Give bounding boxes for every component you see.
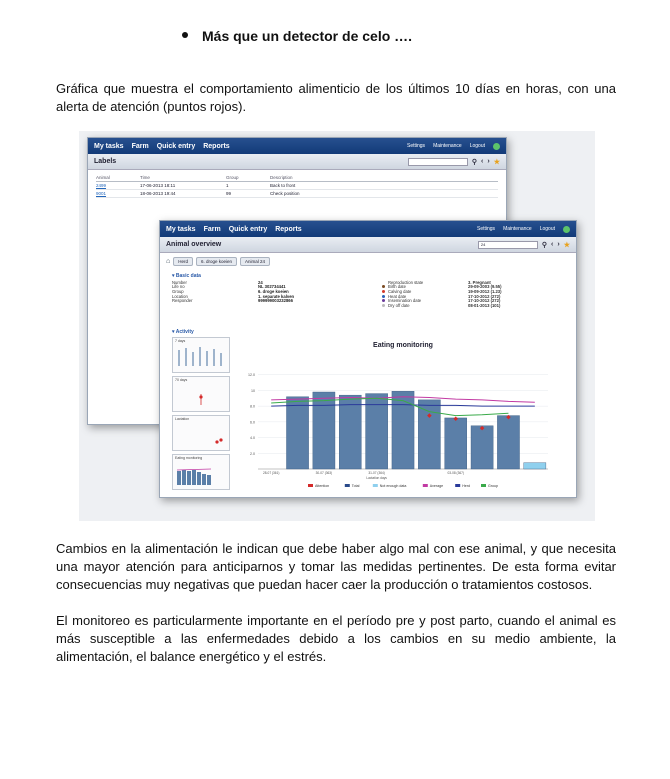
reproduction-value: 3. Pregnant — [468, 279, 491, 285]
bar-total — [445, 418, 467, 469]
status-dot-icon — [382, 299, 385, 302]
nav-maintenance[interactable]: Maintenance — [433, 143, 462, 149]
breadcrumb-animal[interactable]: Animal 24 — [240, 257, 270, 266]
legend-swatch — [373, 484, 378, 487]
star-icon[interactable]: ★ — [563, 241, 570, 249]
nav-reports[interactable]: Reports — [203, 142, 230, 150]
legend-label: Not enough data — [379, 484, 407, 488]
paragraph-monitoring: El monitoreo es particularmente importante en el período pre y post parto, cuando el animal es más susceptible a las enfermedades debido a los cambios en su medio ambiente, la alimentación, el balance energético y el estrés. — [56, 613, 616, 664]
status-dot-icon — [382, 281, 385, 284]
chevron-left-icon[interactable]: ‹ — [551, 240, 554, 248]
home-icon[interactable]: ⌂ — [166, 258, 171, 265]
table-cell: 17-06-2013 18:11 — [140, 183, 176, 188]
basic-data-panel — [172, 280, 568, 308]
eating-monitoring-chart — [238, 333, 568, 493]
search-icon[interactable]: ⚲ — [541, 241, 548, 249]
bar-total — [471, 426, 493, 469]
top-nav-bar — [160, 221, 576, 237]
basic-data-row: Location 1. separate kalven — [172, 293, 295, 299]
reproduction-value: 17-10-2012 (272) — [468, 298, 501, 304]
reproduction-label: Insemination date — [388, 298, 422, 304]
nav-my-tasks[interactable]: My tasks — [94, 142, 124, 150]
legend-swatch — [455, 484, 460, 487]
y-tick-label: 2.0 — [250, 451, 255, 456]
reproduction-row — [382, 303, 528, 308]
reproduction-panel — [382, 280, 528, 308]
basic-data-row: Group 6. droge koeien — [172, 288, 289, 294]
table-cell: 1 — [226, 183, 229, 188]
animal-overview-window — [159, 220, 577, 498]
column-header[interactable]: Animal — [96, 175, 110, 180]
y-tick-label: 4.0 — [250, 436, 255, 441]
paragraph-changes: Cambios en la alimentación le indican que debe haber algo mal con ese animal, y que necesita una mayor atención para anticiparnos y tomar las medidas pertinentes. De esta forma evitar consecuencias muy negativas que puedan hacer caer la producción o tratamientos costosos. — [56, 541, 616, 592]
nav-reports[interactable]: Reports — [275, 225, 302, 233]
labels-title: Labels — [94, 158, 117, 165]
basic-data-row: Number 24 — [172, 279, 263, 285]
y-tick-label: 8.0 — [250, 404, 255, 409]
reproduction-value: 08-01-2013 (101) — [468, 302, 501, 308]
table-header — [96, 174, 498, 182]
nav-farm[interactable]: Farm — [131, 142, 149, 150]
basic-data-row: Responder 999999003232866 — [172, 298, 293, 304]
table-row[interactable] — [96, 190, 498, 198]
activity-thumbnails — [172, 337, 230, 493]
nav-logout[interactable]: Logout — [469, 143, 485, 149]
breadcrumb-herd[interactable]: Herd — [173, 257, 193, 266]
bar-not-enough-data — [524, 463, 546, 469]
legend-label: Attention — [315, 484, 330, 488]
y-tick-label: 12.0 — [248, 373, 255, 378]
bar-total — [339, 395, 361, 469]
activity-heading[interactable]: ▾ Activity — [172, 329, 194, 335]
bullet-dot-icon — [182, 32, 188, 38]
y-tick-label: 6.0 — [250, 420, 255, 425]
bullet-heading — [182, 28, 412, 44]
nav-quick-entry[interactable]: Quick entry — [228, 225, 268, 233]
reproduction-label: Reproduction state — [388, 279, 424, 285]
status-dot-icon — [382, 285, 385, 288]
basic-data-title: Basic data — [175, 273, 201, 279]
overview-titlebar — [160, 237, 576, 253]
labels-table — [96, 174, 498, 198]
breadcrumb-group[interactable]: 6. droge koeien — [196, 257, 237, 266]
intro-paragraph: Gráfica que muestra el comportamiento alimenticio de los últimos 10 días en horas, con una alerta de atención (puntos rojos). — [56, 81, 616, 114]
legend-label: Average — [429, 484, 444, 488]
bar-total — [286, 397, 308, 469]
labels-search-input[interactable] — [408, 158, 468, 166]
reproduction-label: Calving date — [388, 288, 412, 294]
overview-title: Animal overview — [166, 241, 222, 248]
legend-label: Herd — [462, 484, 470, 488]
basic-data-row: Life no NL 302734441 — [172, 284, 286, 290]
reproduction-value: 19-09-2012 (1.23) — [468, 288, 502, 294]
nav-quick-entry[interactable]: Quick entry — [156, 142, 196, 150]
status-dot-icon — [382, 290, 385, 293]
legend-swatch — [481, 484, 486, 487]
legend-label: Group — [488, 484, 498, 488]
animal-link[interactable]: 2499 — [96, 183, 107, 188]
legend-swatch — [345, 484, 350, 487]
table-cell: 18-06-2013 19:44 — [140, 191, 176, 196]
table-cell: 99 — [226, 191, 232, 196]
basic-data-heading[interactable]: ▾ Basic data — [172, 273, 201, 279]
bar-total — [497, 416, 519, 469]
thumb-70-days[interactable]: 70 days — [172, 376, 230, 412]
nav-settings[interactable]: Settings — [476, 226, 496, 232]
thumb-chart — [173, 416, 229, 450]
thumb-eating-monitoring[interactable]: Eating monitoring — [172, 454, 230, 490]
top-nav-bar — [88, 138, 506, 154]
table-cell: Check position — [270, 191, 300, 196]
search-icon[interactable]: ⚲ — [471, 158, 478, 166]
breadcrumb — [166, 257, 570, 266]
nav-maintenance[interactable]: Maintenance — [503, 226, 532, 232]
column-header[interactable]: Time — [140, 175, 150, 180]
x-tick-label: 30-07 (363) — [315, 471, 333, 475]
column-header[interactable]: Description — [270, 175, 293, 180]
status-dot-icon — [382, 304, 385, 307]
thumb-chart — [173, 455, 229, 489]
legend-label: Total — [351, 484, 360, 488]
animal-link[interactable]: 9001 — [96, 191, 107, 196]
legend-swatch — [308, 484, 313, 487]
globe-icon[interactable] — [563, 226, 570, 233]
nav-settings[interactable]: Settings — [406, 143, 426, 149]
status-dot-icon — [382, 295, 385, 298]
star-icon[interactable]: ★ — [493, 158, 500, 166]
reproduction-value: 29-09-2003 (9.55) — [468, 284, 502, 290]
chevron-right-icon[interactable]: › — [487, 157, 490, 165]
labels-titlebar — [88, 154, 506, 170]
chevron-right-icon[interactable]: › — [557, 240, 560, 248]
x-tick-label: 28-07 (361) — [262, 471, 280, 475]
bullet-heading-text: Más que un detector de celo …. — [202, 28, 413, 44]
x-axis-label: Lactation days — [366, 476, 387, 480]
nav-logout[interactable]: Logout — [539, 226, 555, 232]
x-tick-label: 03-08 (367) — [447, 471, 464, 475]
reproduction-label: Birth date — [388, 284, 406, 290]
bar-total — [418, 400, 440, 469]
chevron-left-icon[interactable]: ‹ — [481, 157, 484, 165]
reproduction-value: 17-10-2012 (272) — [468, 293, 501, 299]
table-cell: Back to front — [270, 183, 296, 188]
thumb-chart — [173, 377, 229, 411]
bar-total — [313, 392, 335, 469]
activity-title: Activity — [175, 329, 194, 335]
globe-icon[interactable] — [493, 143, 500, 150]
thumb-chart — [173, 338, 229, 372]
thumb-7-days[interactable]: 7 days — [172, 337, 230, 373]
reproduction-label: Heat date — [388, 293, 407, 299]
table-row[interactable] — [96, 182, 498, 190]
software-screenshot-figure — [79, 131, 595, 521]
thumb-lactation[interactable]: Lactation — [172, 415, 230, 451]
column-header[interactable]: Group — [226, 175, 239, 180]
reproduction-label: Dry off date — [388, 302, 410, 308]
y-tick-label: 10 — [251, 388, 255, 393]
nav-farm[interactable]: Farm — [203, 225, 221, 233]
nav-my-tasks[interactable]: My tasks — [166, 225, 196, 233]
x-tick-label: 31-07 (364) — [368, 471, 385, 475]
legend-swatch — [423, 484, 428, 487]
chart-title: Eating monitoring — [373, 342, 433, 349]
bar-total — [392, 391, 414, 469]
overview-search-input[interactable]: 24 — [478, 241, 538, 249]
